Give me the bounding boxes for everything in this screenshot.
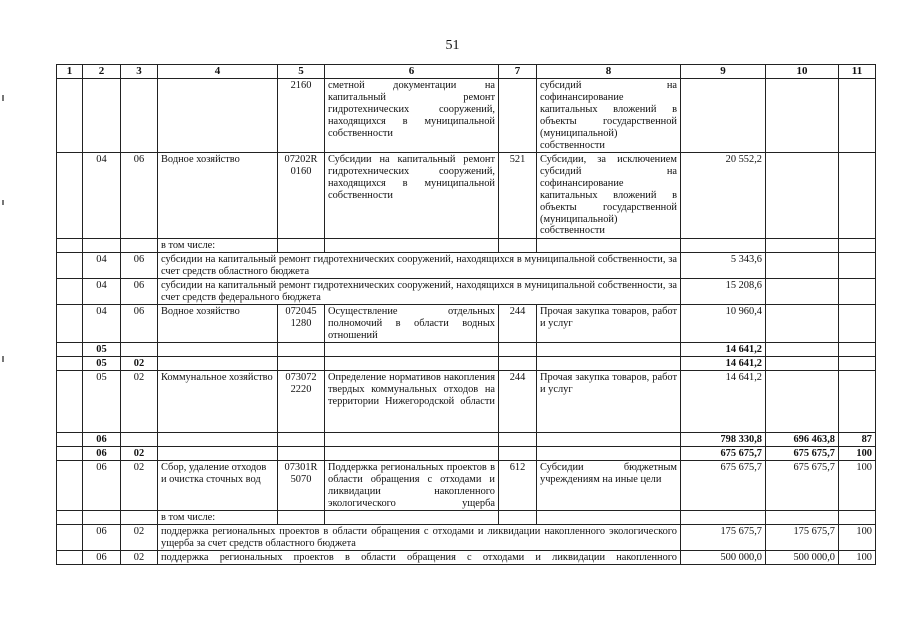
table-row — [57, 343, 876, 357]
column-header: 5 — [278, 65, 325, 79]
cell: в том числе: — [158, 239, 278, 253]
cell — [57, 343, 83, 357]
cell — [57, 305, 83, 343]
cell — [499, 433, 537, 447]
merged-description-cell: субсидии на капитальный ремонт гидротехнических сооружений, находящихся в муниципальной собственности, за счет средств областного бюджета — [158, 253, 681, 279]
cell — [839, 343, 876, 357]
cell — [537, 433, 681, 447]
cell: 175 675,7 — [766, 525, 839, 551]
cell: 07202R 0160 — [278, 153, 325, 239]
cell: 06 — [83, 461, 121, 511]
cell — [325, 357, 499, 371]
cell: Субсидии на капитальный ремонт гидротехнических сооружений, находящихся в муниципальной собственности — [325, 153, 499, 239]
cell: 06 — [121, 153, 158, 239]
cell: 675 675,7 — [766, 461, 839, 511]
cell — [681, 79, 766, 153]
cell: 04 — [83, 253, 121, 279]
cell — [278, 343, 325, 357]
page-number: 51 — [445, 38, 460, 53]
cell: 02 — [121, 357, 158, 371]
cell — [681, 239, 766, 253]
cell — [158, 447, 278, 461]
cell — [158, 79, 278, 153]
cell: 696 463,8 — [766, 433, 839, 447]
cell — [57, 357, 83, 371]
cell: Водное хозяйство — [158, 153, 278, 239]
cell — [83, 239, 121, 253]
budget-table — [56, 64, 876, 565]
cell — [121, 433, 158, 447]
cell: 02 — [121, 525, 158, 551]
cell — [121, 511, 158, 525]
table-row — [57, 357, 876, 371]
cell: 02 — [121, 447, 158, 461]
cell — [57, 511, 83, 525]
cell: Сбор, удаление отходов и очистка сточных вод — [158, 461, 278, 511]
cell: 521 — [499, 153, 537, 239]
cell: Субсидии, за исключением субсидий на софинансирование капитальных вложений в объекты государственной (муниципальной) собственности — [537, 153, 681, 239]
cell: 244 — [499, 305, 537, 343]
cell — [537, 511, 681, 525]
cell — [278, 239, 325, 253]
cell — [325, 433, 499, 447]
cell: 2160 — [278, 79, 325, 153]
cell: 06 — [121, 279, 158, 305]
cell: субсидий на софинансирование капитальных вложений в объекты государственной (муниципальной) собственности — [537, 79, 681, 153]
cell: 07301R 5070 — [278, 461, 325, 511]
cell — [839, 279, 876, 305]
cell: Коммунальное хозяйство — [158, 371, 278, 433]
cell — [537, 343, 681, 357]
cell — [839, 511, 876, 525]
cell: в том числе: — [158, 511, 278, 525]
table-row — [57, 305, 876, 343]
cell — [325, 511, 499, 525]
cell: 072045 1280 — [278, 305, 325, 343]
cell: 500 000,0 — [681, 551, 766, 565]
cell — [766, 153, 839, 239]
cell — [57, 253, 83, 279]
cell — [57, 433, 83, 447]
cell — [57, 371, 83, 433]
cell — [57, 447, 83, 461]
cell — [681, 511, 766, 525]
table-row — [57, 511, 876, 525]
merged-description-cell: поддержка региональных проектов в области обращения с отходами и ликвидации накопленного — [158, 551, 681, 565]
cell: сметной документации на капитальный ремонт гидротехнических сооружений, находящихся в муниципальной собственности — [325, 79, 499, 153]
cell — [766, 305, 839, 343]
table-row — [57, 279, 876, 305]
cell — [278, 511, 325, 525]
cell: 06 — [83, 447, 121, 461]
cell — [57, 525, 83, 551]
cell: 04 — [83, 305, 121, 343]
cell: 06 — [83, 551, 121, 565]
cell: 20 552,2 — [681, 153, 766, 239]
cell: 500 000,0 — [766, 551, 839, 565]
cell — [839, 371, 876, 433]
column-header: 11 — [839, 65, 876, 79]
cell: 100 — [839, 447, 876, 461]
cell — [57, 279, 83, 305]
cell: 06 — [83, 433, 121, 447]
cell: Водное хозяйство — [158, 305, 278, 343]
cell — [839, 239, 876, 253]
column-header: 6 — [325, 65, 499, 79]
table-row — [57, 461, 876, 511]
cell — [499, 239, 537, 253]
margin-mark — [2, 95, 4, 101]
cell: 02 — [121, 551, 158, 565]
cell — [121, 239, 158, 253]
cell — [499, 357, 537, 371]
cell — [57, 153, 83, 239]
cell: 10 960,4 — [681, 305, 766, 343]
cell — [121, 343, 158, 357]
cell — [537, 447, 681, 461]
column-header: 4 — [158, 65, 278, 79]
margin-mark — [2, 200, 4, 205]
cell: 798 330,8 — [681, 433, 766, 447]
cell — [766, 343, 839, 357]
cell: 87 — [839, 433, 876, 447]
cell — [158, 357, 278, 371]
cell: 244 — [499, 371, 537, 433]
cell — [839, 305, 876, 343]
cell — [766, 279, 839, 305]
cell: Прочая закупка товаров, работ и услуг — [537, 305, 681, 343]
cell — [278, 447, 325, 461]
cell — [83, 511, 121, 525]
table-header-row — [57, 65, 876, 79]
cell — [766, 511, 839, 525]
cell: 02 — [121, 371, 158, 433]
cell: 05 — [83, 371, 121, 433]
cell: Поддержка региональных проектов в области обращения с отходами и ликвидации накопленного экологического ущерба — [325, 461, 499, 511]
column-header: 3 — [121, 65, 158, 79]
cell: 05 — [83, 357, 121, 371]
cell — [83, 79, 121, 153]
cell: 100 — [839, 461, 876, 511]
cell: 14 641,2 — [681, 343, 766, 357]
cell — [499, 511, 537, 525]
cell: Субсидии бюджетным учреждениям на иные цели — [537, 461, 681, 511]
cell — [57, 461, 83, 511]
cell: 05 — [83, 343, 121, 357]
cell: Определение нормативов накопления твердых коммунальных отходов на территории Нижегородской области — [325, 371, 499, 433]
cell — [121, 79, 158, 153]
cell — [499, 447, 537, 461]
table-row — [57, 253, 876, 279]
cell — [325, 239, 499, 253]
cell: 06 — [121, 305, 158, 343]
cell: 100 — [839, 525, 876, 551]
table-row — [57, 153, 876, 239]
cell — [839, 253, 876, 279]
cell — [57, 551, 83, 565]
cell: 06 — [121, 253, 158, 279]
cell — [499, 79, 537, 153]
merged-description-cell: поддержка региональных проектов в области обращения с отходами и ликвидации накопленного экологического ущерба за счет средств областного бюджета — [158, 525, 681, 551]
cell — [57, 79, 83, 153]
cell — [278, 357, 325, 371]
cell: 06 — [83, 525, 121, 551]
cell: 14 641,2 — [681, 371, 766, 433]
column-header: 7 — [499, 65, 537, 79]
cell: 073072 2220 — [278, 371, 325, 433]
cell — [537, 357, 681, 371]
cell — [325, 343, 499, 357]
table-row — [57, 433, 876, 447]
table-row — [57, 371, 876, 433]
cell: 04 — [83, 153, 121, 239]
cell: 100 — [839, 551, 876, 565]
cell — [839, 357, 876, 371]
cell: 02 — [121, 461, 158, 511]
cell — [766, 253, 839, 279]
cell — [766, 239, 839, 253]
cell — [766, 371, 839, 433]
table-row — [57, 525, 876, 551]
cell — [158, 433, 278, 447]
cell — [766, 357, 839, 371]
table-row — [57, 79, 876, 153]
cell: 15 208,6 — [681, 279, 766, 305]
cell: 675 675,7 — [766, 447, 839, 461]
column-header: 10 — [766, 65, 839, 79]
cell — [499, 343, 537, 357]
table-row — [57, 551, 876, 565]
cell: 5 343,6 — [681, 253, 766, 279]
column-header: 9 — [681, 65, 766, 79]
cell: 612 — [499, 461, 537, 511]
cell: 675 675,7 — [681, 461, 766, 511]
cell — [839, 153, 876, 239]
cell — [278, 433, 325, 447]
column-header: 2 — [83, 65, 121, 79]
cell — [839, 79, 876, 153]
cell: 04 — [83, 279, 121, 305]
cell — [537, 239, 681, 253]
cell — [325, 447, 499, 461]
cell — [766, 79, 839, 153]
cell — [57, 239, 83, 253]
cell: Прочая закупка товаров, работ и услуг — [537, 371, 681, 433]
table-row — [57, 447, 876, 461]
cell — [158, 343, 278, 357]
margin-mark — [2, 356, 4, 362]
cell: 675 675,7 — [681, 447, 766, 461]
cell: 175 675,7 — [681, 525, 766, 551]
column-header: 1 — [57, 65, 83, 79]
merged-description-cell: субсидии на капитальный ремонт гидротехнических сооружений, находящихся в муниципальной собственности, за счет средств федерального бюджета — [158, 279, 681, 305]
table-row — [57, 239, 876, 253]
column-header: 8 — [537, 65, 681, 79]
cell: Осуществление отдельных полномочий в области водных отношений — [325, 305, 499, 343]
cell: 14 641,2 — [681, 357, 766, 371]
